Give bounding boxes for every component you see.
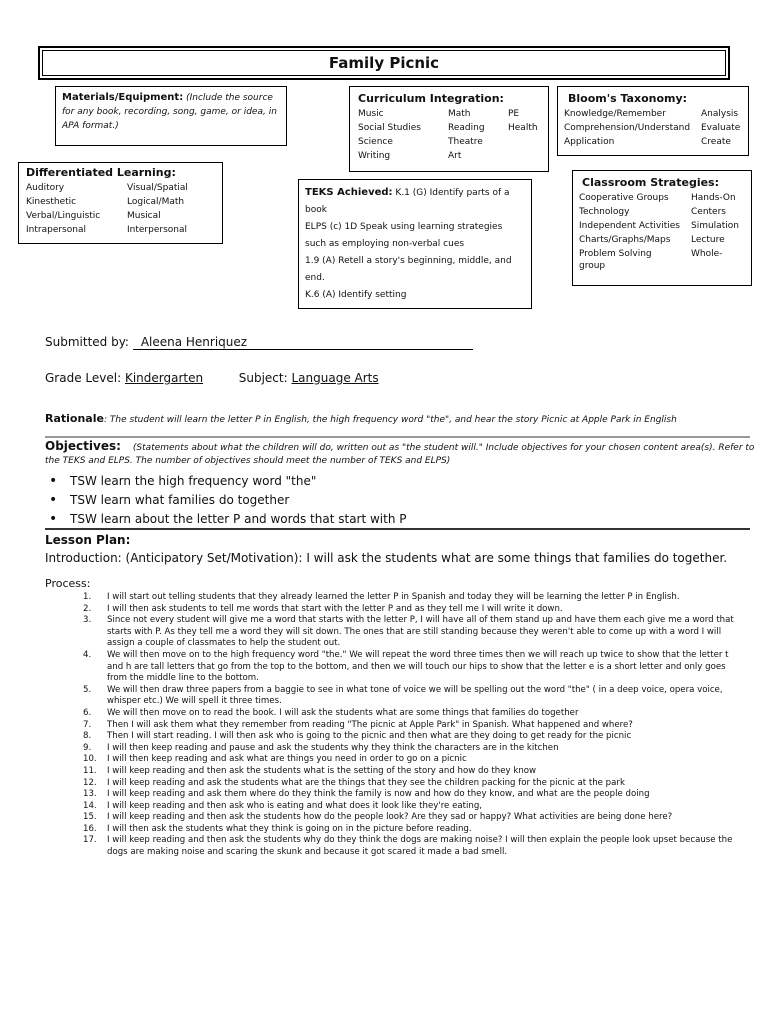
process-step-number: 12. [83,777,97,788]
process-step [45,731,745,743]
strategies-box [572,170,752,286]
curriculum-item: PE [508,109,520,119]
process-step-number: 2. [83,603,92,614]
curriculum-item: Writing [358,151,391,161]
process-step-text: I will keep reading and ask the students what are the things that they see the children packing for the picnic at the park [107,777,625,788]
objective-item: • TSW learn what families do together [45,491,755,510]
objectives-list [45,472,755,529]
process-step-number: 7. [83,719,92,730]
curriculum-item: Theatre [448,137,483,147]
title-box [38,46,730,80]
objectives-section [45,440,755,529]
curriculum-item [508,135,548,149]
differentiated-box [18,162,223,244]
process-step-number: 11. [83,765,97,776]
process-step [45,766,745,778]
process-step-number: 4. [83,649,92,660]
process-step [45,720,745,732]
materials-heading: Materials/Equipment: [62,92,184,103]
curriculum-box [349,86,549,172]
strategies-item: Problem Solving [579,249,652,259]
process-step-text: I will keep reading and then ask the students what is the setting of the story and how do they know [107,765,537,776]
materials-note: (Include the source for any book, recording, song, game, or idea, in APA format.) [62,93,277,131]
materials-box [55,86,287,146]
process-step-number: 17. [83,835,97,846]
process-step [45,835,745,858]
objectives-header [45,440,755,468]
process-step-text: I will then ask the students what they think is going on in the picture before reading. [107,823,472,834]
objectives-heading: Objectives: [45,439,121,453]
blooms-item: Create [701,137,731,147]
process-step [45,801,745,813]
teks-first: K.1 (G) Identify parts of a book [305,188,510,215]
objective-item: • TSW learn the high frequency word "the" [45,472,755,491]
process-step-number: 5. [83,684,92,695]
process-step-text: I will keep reading and ask them where do they think the family is now and how do they know, and what are the people doing [107,789,650,800]
grade-label: Grade Level: [45,371,122,385]
process-step-number: 16. [83,823,97,834]
differentiated-item: Logical/Math [127,197,185,207]
rationale-label: Rationale [45,412,104,425]
strategies-item: Simulation [691,221,739,231]
curriculum-item: Science [358,137,393,147]
process-step-number: 14. [83,800,97,811]
subject-value: Language Arts [291,371,379,385]
process-step-number: 6. [83,707,92,718]
teks-first-line [305,184,525,219]
process-step-text: We will then draw three papers from a baggie to see in what tone of voice we will be spelling out the word "the" ( in a deep voice, opera voice, whisper etc.) We will spell it three times. [107,684,723,707]
process-list [45,592,745,859]
process-step-text: I will keep reading and then ask the students how do the people look? Are they sad or happy? What activities are being done here? [107,812,673,823]
submitted-line [45,335,473,350]
process-step [45,604,745,616]
blooms-box [557,86,749,156]
differentiated-item: Musical [127,211,161,221]
process-step-text: I will then ask students to tell me words that start with the letter P and as they tell me I will write it down. [107,603,563,614]
curriculum-item [508,149,548,163]
curriculum-heading: Curriculum Integration: [358,92,504,105]
process-step [45,650,745,685]
teks-heading: TEKS Achieved: [305,187,393,198]
rationale-text: : The student will learn the letter P in English, the high frequency word "the", and hear the story Picnic at Apple Park in English [103,415,677,425]
process-step-text: I will keep reading and then ask who is eating and what does it look like they're eating, [107,800,483,811]
process-step [45,708,745,720]
strategies-item: Cooperative Groups [579,193,669,203]
differentiated-item: Auditory [26,183,65,193]
strategies-item: Technology [579,207,630,217]
teks-line: 1.9 (A) Retell a story's beginning, middle, and end. [305,256,512,283]
process-step-number: 15. [83,812,97,823]
process-step-text: Then I will ask them what they remember from reading "The picnic at Apple Park" in Spanish. What happened and where? [107,719,633,730]
page-title: Family Picnic [328,54,440,72]
lesson-plan-intro: Introduction: (Anticipatory Set/Motivation): I will ask the students what are some things that families do together. [45,551,728,565]
differentiated-item: Intrapersonal [26,225,86,235]
differentiated-item: Verbal/Linguistic [26,211,101,221]
strategies-item: Hands-On [691,193,736,203]
strategies-item: Charts/Graphs/Maps [579,235,671,245]
differentiated-item: Interpersonal [127,225,187,235]
differentiated-grid [26,181,215,237]
grade-subject-line [45,371,379,385]
blooms-item: Evaluate [701,123,741,133]
lesson-plan-heading: Lesson Plan: [45,533,131,547]
strategies-grid [579,191,745,261]
rationale [45,407,755,426]
objective-item: • TSW learn about the letter P and words that start with P [45,510,755,529]
process-step-number: 8. [83,731,92,742]
process-step [45,824,745,836]
submitted-label: Submitted by: [45,335,129,349]
process-step-number: 1. [83,592,92,602]
process-step-text: I will keep reading and then ask the students why do they think the dogs are making noise? I will then explain the people look upset because the dogs are making noise and scaring the skunk and because it got scared it made a bad smell. [107,835,733,858]
curriculum-item: Social Studies [358,123,421,133]
blooms-heading: Bloom's Taxonomy: [568,92,688,105]
divider [45,436,750,438]
submitted-value: Aleena Henriquez [133,335,473,350]
process-step [45,615,745,650]
strategies-item: Independent Activities [579,221,680,231]
strategies-heading: Classroom Strategies: [582,176,719,189]
differentiated-item: Visual/Spatial [127,183,188,193]
curriculum-item: Music [358,109,384,119]
process-step-text: We will then move on to the high frequency word "the." We will repeat the word three times then we will reach up twice to show that the letter t and h are tall letters that go from the top to the bottom, and then we will touch our hips to show that the letter e is a short letter and only goes from the middle line to the bottom. [107,649,729,684]
lesson-plan-section [45,533,745,859]
blooms-item: Comprehension/Understand [564,123,691,133]
curriculum-item: Reading [448,123,485,133]
strategies-item: Whole- [691,249,723,259]
process-step-text: Since not every student will give me a word that starts with the letter P, I will have all of them stand up and have them each give me a word that starts with P. As they tell me a word they will sit down. The ones that are still standing because they weren't able to come up with a word I will assign a couple of classmates to help the student out. [107,615,734,649]
materials-text [62,91,280,133]
process-step [45,789,745,801]
curriculum-grid [358,107,540,163]
process-label: Process: [45,577,91,590]
differentiated-item: Kinesthetic [26,197,77,207]
divider [45,528,750,530]
subject-label: Subject: [238,371,288,385]
curriculum-item: Math [448,109,471,119]
process-step [45,778,745,790]
process-step-number: 10. [83,754,97,765]
strategies-item: Centers [691,207,726,217]
process-step [45,812,745,824]
teks-lines [305,219,525,304]
blooms-item: Analysis [701,109,739,119]
blooms-item: Knowledge/Remember [564,109,666,119]
process-step-text: I will then keep reading and ask what are things you need in order to go on a picnic [107,754,467,765]
curriculum-item: Health [508,123,538,133]
teks-box [298,179,532,309]
differentiated-heading: Differentiated Learning: [26,166,176,179]
teks-line: K.6 (A) Identify setting [305,290,407,300]
process-step-number: 9. [83,742,92,753]
strategies-last: group [579,261,606,271]
process-step [45,743,745,755]
blooms-item: Application [564,137,615,147]
blooms-grid [564,107,742,149]
objectives-note: (Statements about what the children will do, written out as "the student will." Include objectives for your chosen content area(s). Refer to the TEKS and ELPS. The number of objectives should meet the number of TEKS and ELPS) [45,443,755,466]
teks-line: ELPS (c) 1D Speak using learning strategies such as employing non-verbal cues [305,222,503,249]
process-step [45,592,745,604]
process-step [45,685,745,708]
curriculum-item: Art [448,151,462,161]
process-step-text: I will start out telling students that they already learned the letter P in Spanish and today they will be learning the letter P in English. [107,592,680,602]
process-step [45,754,745,766]
process-step-text: Then I will start reading. I will then ask who is going to the picnic and then what are they doing to get ready for the picnic [107,731,632,742]
process-step-number: 3. [83,615,92,626]
process-step-number: 13. [83,789,97,800]
process-step-text: I will then keep reading and pause and ask the students why they think the characters are in the kitchen [107,742,559,753]
grade-value: Kindergarten [124,371,204,385]
process-step-text: We will then move on to read the book. I will ask the students what are some things that families do together [107,707,579,718]
strategies-item: Lecture [691,235,725,245]
